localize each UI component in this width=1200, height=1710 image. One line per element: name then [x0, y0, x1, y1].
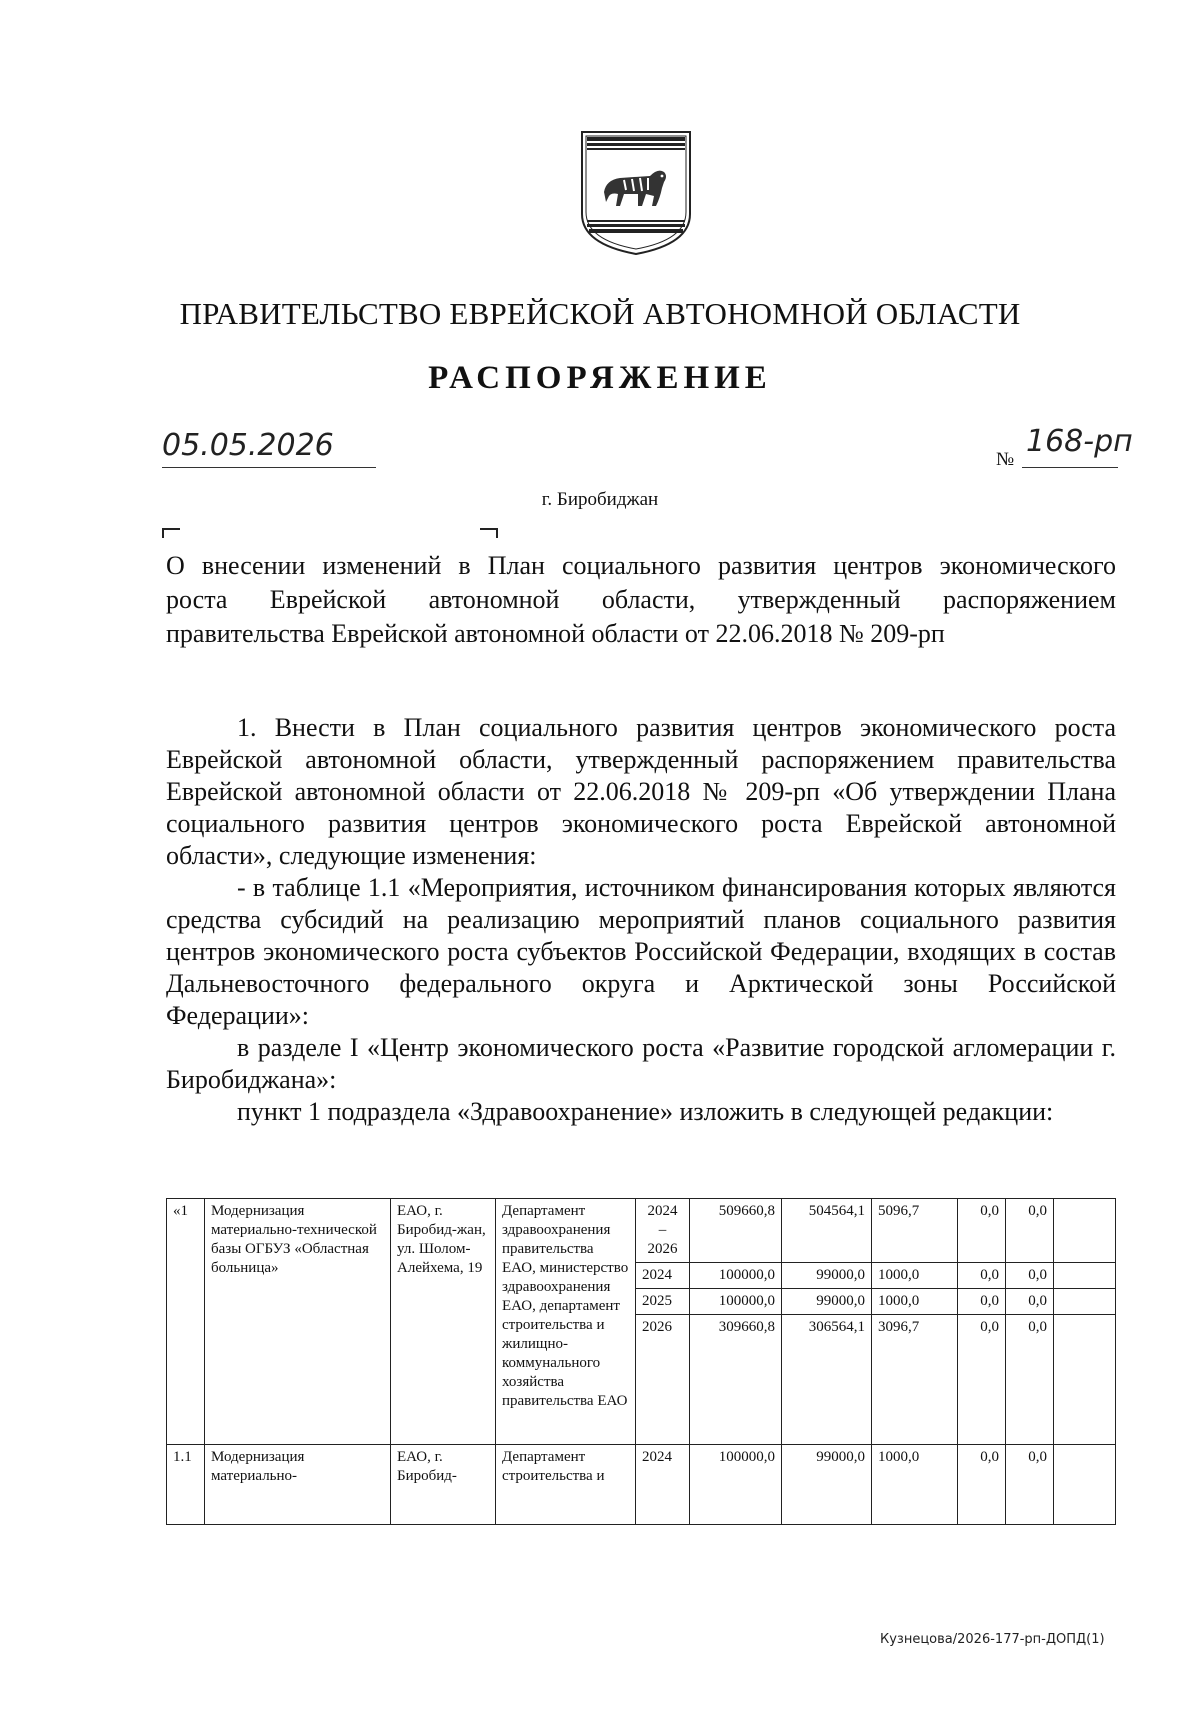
document-date: 05.05.2026 [162, 428, 334, 463]
table-row [167, 1445, 1116, 1525]
document-body [166, 712, 1116, 1128]
row-number: 1.1 [167, 1445, 205, 1525]
federal-cell: 99000,0 [782, 1445, 872, 1525]
trailing-cell [1054, 1445, 1116, 1525]
heading-line: роста Еврейской автономной области, утвержденный распоряжением [166, 585, 1116, 614]
regional-cell: 5096,7 [872, 1199, 958, 1263]
other-cell: 0,0 [1006, 1199, 1054, 1263]
measure-responsible: Департамент здравоохранения правительства ЕАО, министерство здравоохранения ЕАО, департамент строительства и жилищно-коммунального хозяйства правительства ЕАО [496, 1199, 636, 1445]
year-cell: 2026 [636, 1315, 690, 1445]
local-cell: 0,0 [958, 1315, 1006, 1445]
body-paragraph: 1. Внести в План социального развития центров экономического роста Еврейской автономной области, утвержденный распоряжением правительства Еврейской автономной области от 22.06.2018 № 209-рп «Об утверждении Плана социального развития центров экономического роста Еврейской автономной области», следующие изменения: [166, 713, 1116, 870]
other-cell: 0,0 [1006, 1445, 1054, 1525]
row-number: «1 [167, 1199, 205, 1445]
trailing-cell [1054, 1315, 1116, 1445]
heading-corner-right [480, 528, 498, 538]
total-cell: 100000,0 [690, 1445, 782, 1525]
document-type: РАСПОРЯЖЕНИЕ [428, 360, 772, 396]
measures-table [166, 1198, 1116, 1525]
regional-cell: 1000,0 [872, 1263, 958, 1289]
local-cell: 0,0 [958, 1263, 1006, 1289]
measure-location: ЕАО, г. Биробид- [391, 1445, 496, 1525]
organization-title: ПРАВИТЕЛЬСТВО ЕВРЕЙСКОЙ АВТОНОМНОЙ ОБЛАСТИ [179, 296, 1021, 331]
document-heading [166, 549, 1116, 651]
date-underline [162, 467, 376, 468]
local-cell: 0,0 [958, 1199, 1006, 1263]
measure-responsible: Департамент строительства и [496, 1445, 636, 1525]
document-number: 168-рп [1026, 424, 1133, 459]
measures-table-wrapper [166, 1198, 1116, 1540]
year-cell: 2024 [636, 1445, 690, 1525]
local-cell: 0,0 [958, 1445, 1006, 1525]
year-cell: 2024 [636, 1263, 690, 1289]
document-footer-code: Кузнецова/2026-177-рп-ДОПД(1) [880, 1632, 1105, 1647]
total-cell: 100000,0 [690, 1263, 782, 1289]
number-underline [1022, 467, 1118, 468]
federal-cell: 306564,1 [782, 1315, 872, 1445]
regional-cell: 3096,7 [872, 1315, 958, 1445]
total-cell: 309660,8 [690, 1315, 782, 1445]
year-cell: 2024 – 2026 [636, 1199, 690, 1263]
other-cell: 0,0 [1006, 1315, 1054, 1445]
federal-cell: 99000,0 [782, 1289, 872, 1315]
other-cell: 0,0 [1006, 1263, 1054, 1289]
coat-of-arms-emblem [576, 128, 696, 258]
measure-location: ЕАО, г. Биробид-жан, ул. Шолом-Алейхема, 19 [391, 1199, 496, 1445]
federal-cell: 504564,1 [782, 1199, 872, 1263]
measure-name: Модернизация материально- [205, 1445, 391, 1525]
body-paragraph: в разделе I «Центр экономического роста «Развитие городской агломерации г. Биробиджана»: [166, 1033, 1116, 1094]
table-row [167, 1199, 1116, 1263]
local-cell: 0,0 [958, 1289, 1006, 1315]
body-paragraph: - в таблице 1.1 «Мероприятия, источником финансирования которых являются средства субсидий на реализацию мероприятий планов социального развития центров экономического роста субъектов Российской Федерации, входящих в состав Дальневосточного федерального округа и Арктической зоны Российской Федерации»: [166, 873, 1116, 1030]
heading-corner-left [162, 528, 180, 538]
heading-line: правительства Еврейской автономной области от 22.06.2018 № 209-рп [166, 619, 945, 648]
total-cell: 509660,8 [690, 1199, 782, 1263]
city: г. Биробиджан [541, 489, 659, 510]
regional-cell: 1000,0 [872, 1445, 958, 1525]
number-sign: № [996, 449, 1015, 470]
regional-cell: 1000,0 [872, 1289, 958, 1315]
federal-cell: 99000,0 [782, 1263, 872, 1289]
trailing-cell [1054, 1199, 1116, 1263]
trailing-cell [1054, 1263, 1116, 1289]
measure-name: Модернизация материально-технической базы ОГБУЗ «Областная больница» [205, 1199, 391, 1445]
heading-line: О внесении изменений в План социального развития центров экономического [166, 551, 1116, 580]
body-paragraph: пункт 1 подраздела «Здравоохранение» изложить в следующей редакции: [237, 1097, 1054, 1126]
year-cell: 2025 [636, 1289, 690, 1315]
other-cell: 0,0 [1006, 1289, 1054, 1315]
trailing-cell [1054, 1289, 1116, 1315]
total-cell: 100000,0 [690, 1289, 782, 1315]
